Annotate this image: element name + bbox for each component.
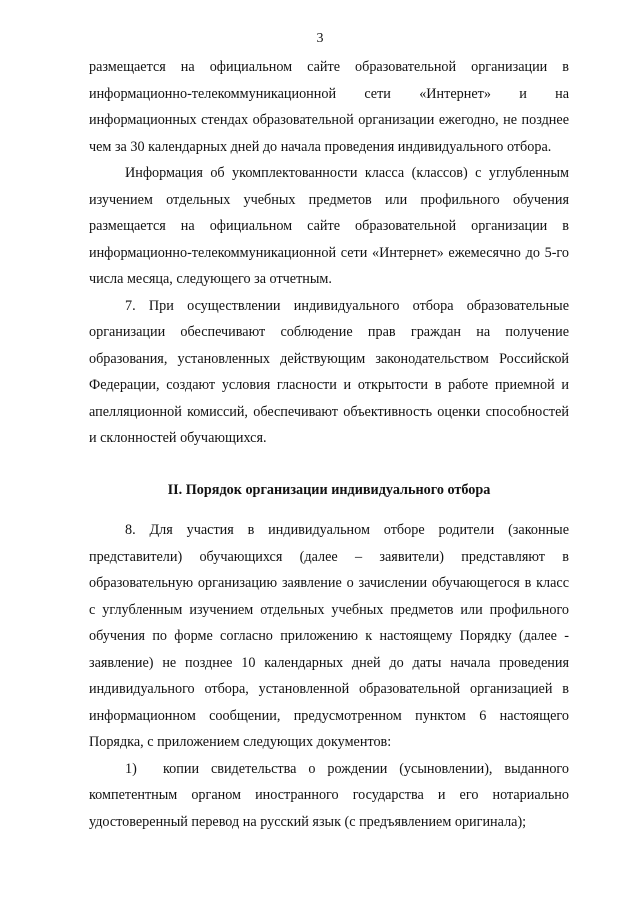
list-item-text: копии свидетельства о рождении (усыновлении), выданного компетентным органом иностранного государства и его нотариально удостоверенный перевод на русский язык (с предъявлением оригинала); (89, 760, 569, 830)
page-number: 3 (316, 31, 324, 46)
paragraph-item-8: 8. Для участия в индивидуальном отборе родители (законные представители) обучающихся (далее – заявители) представляют в образовательную организацию заявление о зачислении обучающегося в класс с углубленным изучением отдельных учебных предметов или профильного обучения по форме согласно приложению к настоящему Порядку (далее - заявление) не позднее 10 календарных дней до даты начала проведения индивидуального отбора, установленной образовательной организацией в информационном сообщении, предусмотренном пунктом 6 настоящего Порядка, с приложением следующих документов: (89, 522, 569, 750)
document-body (89, 54, 569, 835)
paragraph-item-7: 7. При осуществлении индивидуального отбора образовательные организации обеспечивают соблюдение прав граждан на получение образования, установленных действующим законодательством Российской Федерации, создают условия гласности и открытости в работе приемной и апелляционной комиссий, обеспечивают объективность оценки способностей и склонностей обучающихся. (89, 297, 569, 446)
paragraph-class-information: Информация об укомплектованности класса (классов) с углубленным изучением отдельных учебных предметов или профильного обучения размещается на официальном сайте образовательной организации в информационно-телекоммуникационной сети «Интернет» ежемесячно до 5-го числа месяца, следующего за отчетным. (89, 165, 569, 287)
list-item-number: 1) (125, 760, 137, 777)
section-heading: II. Порядок организации индивидуального отбора (167, 481, 491, 498)
paragraph-continuation: размещается на официальном сайте образовательной организации в информационно-телекоммуникационной сети «Интернет» и на информационных стендах образовательной организации ежегодно, не позднее чем за 30 календарных дней до начала проведения индивидуального отбора. (89, 59, 569, 155)
list-item (89, 756, 569, 836)
